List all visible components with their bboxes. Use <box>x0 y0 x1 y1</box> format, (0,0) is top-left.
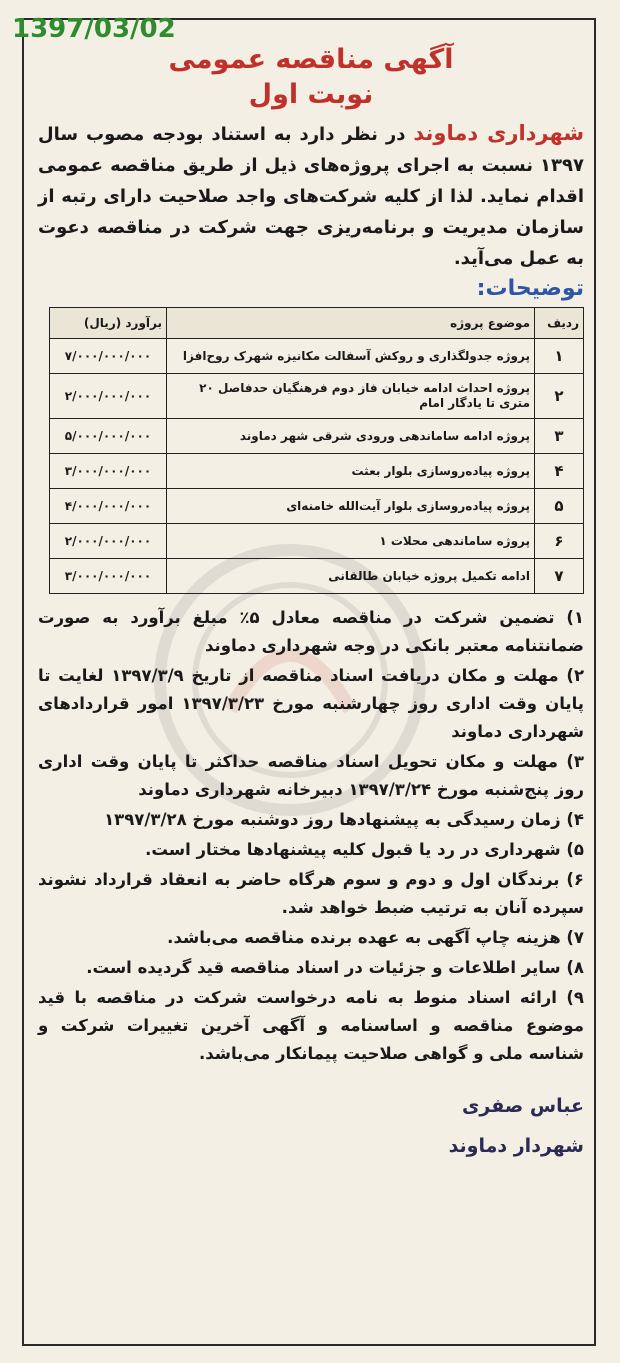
row-num: ۶ <box>535 524 584 559</box>
term-item: ۸) سایر اطلاعات و جزئیات در اسناد مناقصه قید گردیده است. <box>86 958 584 977</box>
notice-title: آگهی مناقصه عمومی <box>168 44 454 75</box>
notice-content <box>38 38 584 1166</box>
signer-name: عباس صفری <box>462 1095 584 1117</box>
row-title: ادامه تکمیل پروژه خیابان طالقانی <box>167 559 535 594</box>
row-title: پروژه ادامه ساماندهی ورودی شرقی شهر دماوند <box>167 419 535 454</box>
signer-role: شهردار دماوند <box>448 1135 584 1157</box>
row-cost: ۵/۰۰۰/۰۰۰/۰۰۰ <box>50 419 167 454</box>
term-item: ۲) مهلت و مکان دریافت اسناد مناقصه از تاریخ ۱۳۹۷/۳/۹ لغایت تا پایان وقت اداری روز چهارشنبه مورخ ۱۳۹۷/۳/۲۳ امور قراردادهای شهرداری دماوند <box>38 666 585 741</box>
notice-subtitle: نوبت اول <box>248 79 374 110</box>
row-cost: ۳/۰۰۰/۰۰۰/۰۰۰ <box>50 454 167 489</box>
row-num: ۱ <box>535 339 584 374</box>
table-row <box>50 339 584 374</box>
terms-list <box>38 604 584 1068</box>
table-row <box>50 559 584 594</box>
row-num: ۳ <box>535 419 584 454</box>
row-cost: ۷/۰۰۰/۰۰۰/۰۰۰ <box>50 339 167 374</box>
row-title: پروژه پیاده‌روسازی بلوار بعثت <box>167 454 535 489</box>
row-num: ۴ <box>535 454 584 489</box>
term-item: ۴) زمان رسیدگی به پیشنهادها روز دوشنبه مورخ ۱۳۹۷/۳/۲۸ <box>104 810 584 829</box>
row-num: ۲ <box>535 374 584 419</box>
row-title: پروژه پیاده‌روسازی بلوار آیت‌الله خامنه‌ای <box>167 489 535 524</box>
projects-table <box>49 307 584 594</box>
row-cost: ۴/۰۰۰/۰۰۰/۰۰۰ <box>50 489 167 524</box>
term-item: ۱) تضمین شرکت در مناقصه معادل ۵٪ مبلغ برآورد به صورت ضمانتنامه معتبر بانکی در وجه شهرداری دماوند <box>38 608 584 655</box>
header-num: ردیف <box>535 308 584 339</box>
term-item: ۹) ارائه اسناد منوط به نامه درخواست شرکت در مناقصه با قید موضوع مناقصه و اساسنامه و آگهی آخرین تغییرات شرکت و شناسه ملی و گواهی صلاحیت پیمانکار می‌باشد. <box>38 988 584 1063</box>
section-label: توضیحات: <box>476 276 584 301</box>
term-item: ۶) برندگان اول و دوم و سوم هرگاه حاضر به انعقاد قرارداد نشوند سپرده آنان به ترتیب ضبط خواهد شد. <box>38 870 584 917</box>
row-cost: ۲/۰۰۰/۰۰۰/۰۰۰ <box>50 524 167 559</box>
row-num: ۷ <box>535 559 584 594</box>
table-header-row <box>50 308 584 339</box>
intro-paragraph <box>38 118 584 274</box>
table-row <box>50 489 584 524</box>
row-title: پروژه ساماندهی محلات ۱ <box>167 524 535 559</box>
municipality-name: شهرداری دماوند <box>413 121 585 145</box>
term-item: ۳) مهلت و مکان تحویل اسناد مناقصه حداکثر تا پایان وقت اداری روز پنج‌شنبه مورخ ۱۳۹۷/۳/۲۴ دبیرخانه شهرداری دماوند <box>38 752 584 799</box>
row-title: پروژه احداث ادامه خیابان فاز دوم فرهنگیان حدفاصل ۲۰ متری تا یادگار امام <box>167 374 535 419</box>
row-cost: ۳/۰۰۰/۰۰۰/۰۰۰ <box>50 559 167 594</box>
row-title: پروژه جدولگذاری و روکش آسفالت مکانیزه شهرک روح‌افزا <box>167 339 535 374</box>
header-cost: برآورد (ریال) <box>50 308 167 339</box>
table-row <box>50 524 584 559</box>
table-row <box>50 374 584 419</box>
publication-date: 1397/03/02 <box>12 14 176 44</box>
intro-text: در نظر دارد به استناد بودجه مصوب سال ۱۳۹۷ نسبت به اجرای پروژه‌های ذیل از طریق مناقصه عمومی اقدام نماید. لذا از کلیه شرکت‌های واجد صلاحیت دارای رتبه از سازمان مدیریت و برنامه‌ریزی جهت شرکت در مناقصه دعوت به عمل می‌آید. <box>38 124 584 269</box>
row-num: ۵ <box>535 489 584 524</box>
table-row <box>50 454 584 489</box>
header-title: موضوع پروژه <box>167 308 535 339</box>
row-cost: ۲/۰۰۰/۰۰۰/۰۰۰ <box>50 374 167 419</box>
signature-block <box>38 1086 584 1166</box>
table-row <box>50 419 584 454</box>
term-item: ۵) شهرداری در رد یا قبول کلیه پیشنهادها مختار است. <box>145 840 584 859</box>
term-item: ۷) هزینه چاپ آگهی به عهده برنده مناقصه می‌باشد. <box>167 928 584 947</box>
